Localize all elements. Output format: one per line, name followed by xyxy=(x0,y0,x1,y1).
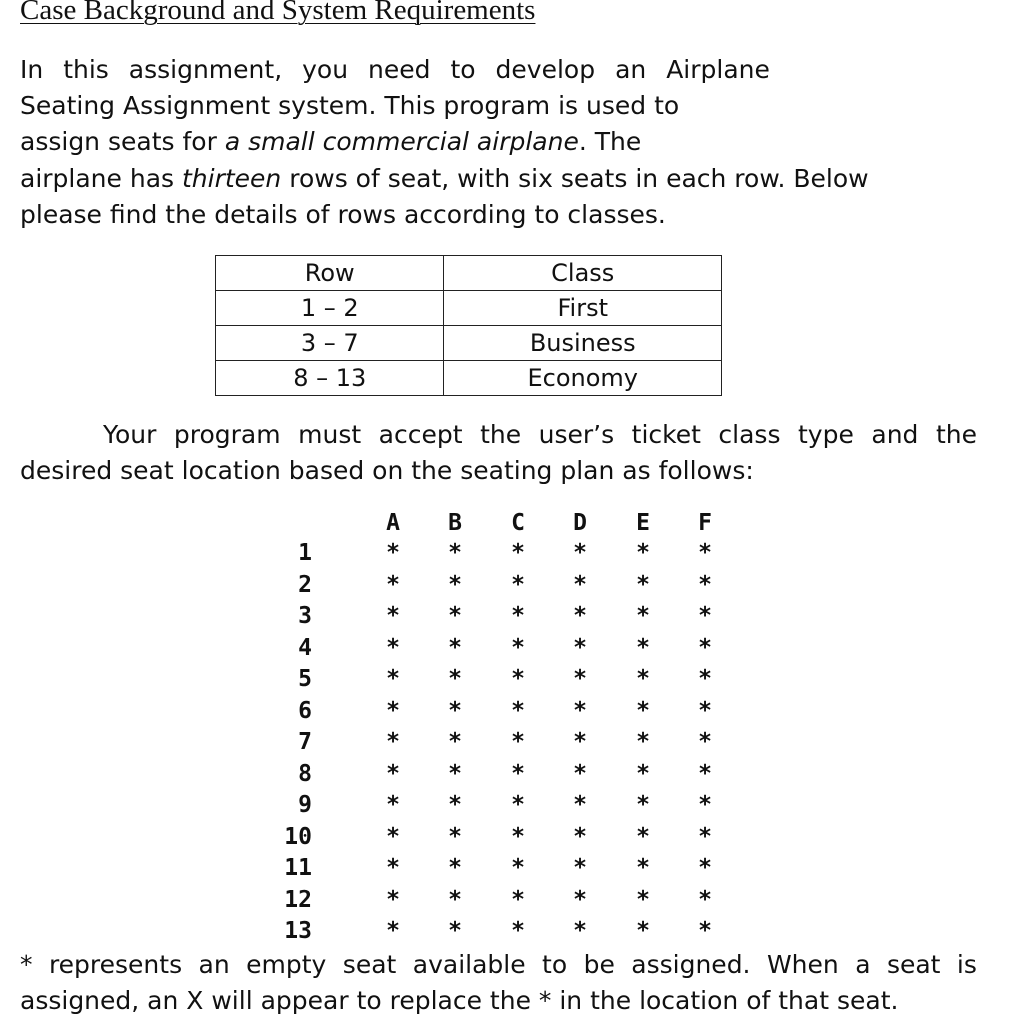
seat-row-number-3: 3 xyxy=(298,603,312,629)
seat-11D: * xyxy=(573,855,587,881)
seat-6E: * xyxy=(636,697,650,724)
seat-row-number-10: 10 xyxy=(284,823,312,850)
footer-word: is xyxy=(956,950,977,979)
footer-word: seat xyxy=(886,950,941,979)
seat-7F: * xyxy=(698,729,712,755)
seat-column-header-F: F xyxy=(698,510,712,536)
accept-word: user’s xyxy=(538,420,615,449)
seat-13A: * xyxy=(386,918,400,944)
seat-3D: * xyxy=(573,603,587,629)
footer-word: a xyxy=(855,950,871,979)
table-row xyxy=(216,291,722,326)
footer-word: seat xyxy=(342,950,397,979)
seat-1B: * xyxy=(448,540,462,566)
seat-row-number-7: 7 xyxy=(298,729,312,755)
accept-word: the xyxy=(480,420,522,449)
footer-word: to xyxy=(542,950,568,979)
seat-5F: * xyxy=(698,666,712,692)
intro-line-2: Seating Assignment system. This program is used to xyxy=(20,91,680,120)
seat-13D: * xyxy=(573,918,587,944)
seat-8A: * xyxy=(386,760,400,787)
seat-2C: * xyxy=(511,571,525,598)
seat-4E: * xyxy=(636,634,650,661)
table-cell-class: Business xyxy=(444,326,722,361)
seat-row-number-4: 4 xyxy=(298,634,312,661)
seat-2E: * xyxy=(636,571,650,598)
seat-10B: * xyxy=(448,823,462,850)
seat-13F: * xyxy=(698,918,712,944)
seat-3B: * xyxy=(448,603,462,629)
page-heading: Case Background and System Requirements xyxy=(20,0,536,26)
table-row xyxy=(216,326,722,361)
seat-column-header-E: E xyxy=(636,510,650,536)
table-cell-rows: 1 – 2 xyxy=(216,291,444,326)
intro-line-3: assign seats for a small commercial airplane. The xyxy=(20,127,642,156)
table-cell-rows: 8 – 13 xyxy=(216,361,444,396)
seat-row-number-11: 11 xyxy=(284,855,312,881)
table-header-row xyxy=(216,256,722,291)
intro-word: assignment, xyxy=(128,55,283,84)
seat-7A: * xyxy=(386,729,400,755)
seat-2A: * xyxy=(386,571,400,598)
footer-word: represents xyxy=(48,950,183,979)
seat-6F: * xyxy=(698,697,712,724)
seat-3C: * xyxy=(511,603,525,629)
seat-8E: * xyxy=(636,760,650,787)
accept-word: the xyxy=(935,420,977,449)
seat-row-number-2: 2 xyxy=(298,571,312,598)
seat-11B: * xyxy=(448,855,462,881)
intro-line-5: please find the details of rows according to classes. xyxy=(20,200,666,229)
seat-row-number-1: 1 xyxy=(298,540,312,566)
seat-4D: * xyxy=(573,634,587,661)
seat-9B: * xyxy=(448,792,462,818)
seat-3A: * xyxy=(386,603,400,629)
seat-1E: * xyxy=(636,540,650,566)
accept-word: accept xyxy=(378,420,463,449)
seat-2F: * xyxy=(698,571,712,598)
class-table xyxy=(215,255,722,396)
footer-word: be xyxy=(583,950,615,979)
seat-9A: * xyxy=(386,792,400,818)
seat-10F: * xyxy=(698,823,712,850)
seat-row-number-12: 12 xyxy=(284,886,312,913)
seat-11C: * xyxy=(511,855,525,881)
seat-6C: * xyxy=(511,697,525,724)
footer-word: an xyxy=(198,950,230,979)
seat-9E: * xyxy=(636,792,650,818)
seat-2D: * xyxy=(573,571,587,598)
intro-word: this xyxy=(63,55,109,84)
seat-12C: * xyxy=(511,886,525,913)
seat-7B: * xyxy=(448,729,462,755)
table-header-row-label: Row xyxy=(216,256,444,291)
intro-word: you xyxy=(302,55,349,84)
seat-10C: * xyxy=(511,823,525,850)
seat-5D: * xyxy=(573,666,587,692)
seat-5B: * xyxy=(448,666,462,692)
seat-9F: * xyxy=(698,792,712,818)
table-cell-rows: 3 – 7 xyxy=(216,326,444,361)
seat-column-header-B: B xyxy=(448,510,462,536)
seat-13C: * xyxy=(511,918,525,944)
seat-5E: * xyxy=(636,666,650,692)
footer-word: empty xyxy=(246,950,327,979)
seat-9C: * xyxy=(511,792,525,818)
seat-8F: * xyxy=(698,760,712,787)
seat-6D: * xyxy=(573,697,587,724)
accept-line-2: desired seat location based on the seating plan as follows: xyxy=(20,456,754,485)
accept-line-1 xyxy=(103,420,977,449)
seat-4F: * xyxy=(698,634,712,661)
seat-column-header-D: D xyxy=(573,510,587,536)
footer-word: assigned. xyxy=(631,950,751,979)
seat-9D: * xyxy=(573,792,587,818)
seat-4A: * xyxy=(386,634,400,661)
seat-4B: * xyxy=(448,634,462,661)
accept-word: class xyxy=(718,420,781,449)
seat-1A: * xyxy=(386,540,400,566)
seat-column-header-A: A xyxy=(386,510,400,536)
intro-word: to xyxy=(450,55,476,84)
seat-7C: * xyxy=(511,729,525,755)
intro-word: Airplane xyxy=(666,55,770,84)
table-cell-class: First xyxy=(444,291,722,326)
seat-12F: * xyxy=(698,886,712,913)
intro-word: In xyxy=(20,55,44,84)
intro-line-4: airplane has thirteen rows of seat, with six seats in each row. Below xyxy=(20,164,869,193)
accept-word: type xyxy=(798,420,854,449)
seat-13B: * xyxy=(448,918,462,944)
seat-11F: * xyxy=(698,855,712,881)
seat-12E: * xyxy=(636,886,650,913)
seat-10A: * xyxy=(386,823,400,850)
footer-line-1 xyxy=(20,950,977,979)
accept-word: and xyxy=(871,420,919,449)
seat-row-number-6: 6 xyxy=(298,697,312,724)
accept-word: ticket xyxy=(631,420,701,449)
accept-word: must xyxy=(298,420,362,449)
seat-11A: * xyxy=(386,855,400,881)
seat-12D: * xyxy=(573,886,587,913)
seat-13E: * xyxy=(636,918,650,944)
seat-12A: * xyxy=(386,886,400,913)
seat-1C: * xyxy=(511,540,525,566)
footer-word: * xyxy=(20,950,33,979)
table-header-class-label: Class xyxy=(444,256,722,291)
seat-11E: * xyxy=(636,855,650,881)
seat-1F: * xyxy=(698,540,712,566)
seat-1D: * xyxy=(573,540,587,566)
accept-word: Your xyxy=(103,420,157,449)
seat-2B: * xyxy=(448,571,462,598)
seat-3F: * xyxy=(698,603,712,629)
footer-word: When xyxy=(766,950,839,979)
seat-row-number-9: 9 xyxy=(298,792,312,818)
seat-row-number-13: 13 xyxy=(284,918,312,944)
seat-3E: * xyxy=(636,603,650,629)
table-row xyxy=(216,361,722,396)
footer-word: available xyxy=(412,950,526,979)
seat-4C: * xyxy=(511,634,525,661)
footer-line-2: assigned, an X will appear to replace the * in the location of that seat. xyxy=(20,986,899,1015)
seat-10D: * xyxy=(573,823,587,850)
intro-word: an xyxy=(615,55,647,84)
intro-word: need xyxy=(368,55,431,84)
seat-row-number-5: 5 xyxy=(298,666,312,692)
seat-8B: * xyxy=(448,760,462,787)
seat-8D: * xyxy=(573,760,587,787)
seat-column-header-C: C xyxy=(511,510,525,536)
seat-row-number-8: 8 xyxy=(298,760,312,787)
accept-word: program xyxy=(173,420,281,449)
seat-10E: * xyxy=(636,823,650,850)
seat-5A: * xyxy=(386,666,400,692)
seat-7D: * xyxy=(573,729,587,755)
seat-6B: * xyxy=(448,697,462,724)
seat-5C: * xyxy=(511,666,525,692)
seat-8C: * xyxy=(511,760,525,787)
intro-line-1 xyxy=(20,55,770,84)
intro-word: develop xyxy=(495,55,596,84)
seat-6A: * xyxy=(386,697,400,724)
table-cell-class: Economy xyxy=(444,361,722,396)
seat-12B: * xyxy=(448,886,462,913)
seat-7E: * xyxy=(636,729,650,755)
